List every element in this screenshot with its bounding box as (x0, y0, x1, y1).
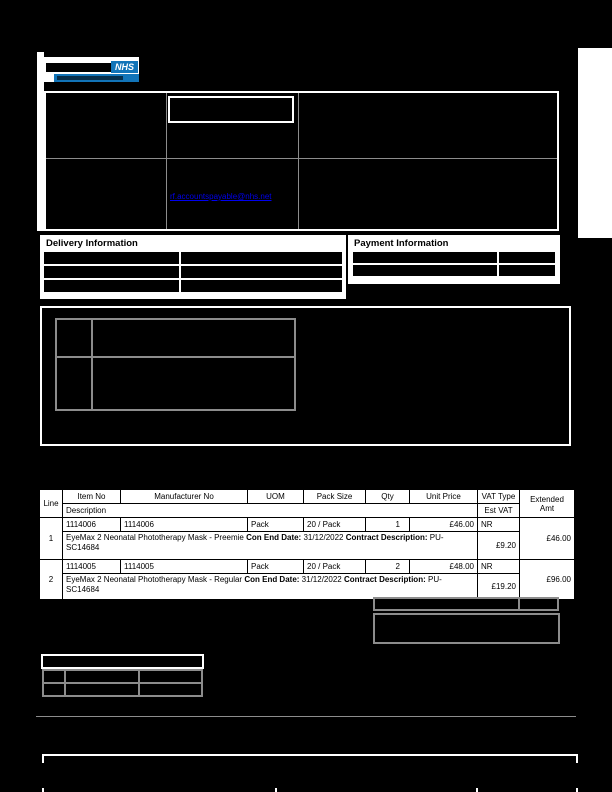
redacted-cell (44, 280, 179, 292)
line-items-table (39, 489, 575, 600)
col-header-pack-size: Pack Size (304, 490, 366, 504)
table-row (40, 574, 575, 600)
footer-table-edge (42, 788, 44, 792)
col-header-vat-type: VAT Type (478, 490, 520, 504)
cell-item-no: 1114006 (63, 518, 121, 532)
totals-total-box (373, 613, 560, 644)
cell-vat-type: NR (478, 518, 520, 532)
redacted-cell (181, 252, 342, 264)
header-table-divider (46, 158, 557, 159)
col-header-unit-price: Unit Price (410, 490, 478, 504)
table-row (40, 560, 575, 574)
payment-information-table (353, 252, 555, 276)
footer-rule (36, 716, 576, 717)
cell-line: 1 (40, 518, 63, 560)
cell-item-no: 1114005 (63, 560, 121, 574)
delivery-information-table (44, 252, 342, 292)
delivery-information-title: Delivery Information (46, 238, 138, 249)
cell-unit-price: £46.00 (410, 518, 478, 532)
cell-pack-size: 20 / Pack (304, 560, 366, 574)
authorisation-table (42, 669, 203, 697)
redacted-cell (140, 684, 201, 695)
redacted-cell (499, 265, 555, 276)
footer-table-edge (576, 788, 578, 792)
payment-information-title: Payment Information (354, 238, 449, 249)
redacted-cell (57, 358, 91, 409)
totals-subtotal-box (373, 597, 559, 611)
cell-description: EyeMax 2 Neonatal Phototherapy Mask - Preemie Con End Date: 31/12/2022 Contract Description: PU-SC14684 (63, 532, 478, 560)
cell-extended-amt: £46.00 (520, 518, 575, 560)
accounts-email-link[interactable]: rf.accountspayable@nhs.net (170, 192, 272, 201)
redacted-cell (66, 684, 138, 695)
col-header-est-vat: Est VAT (478, 504, 520, 518)
redacted-cell (44, 252, 179, 264)
footer-box-top-border (42, 754, 578, 756)
table-row (40, 532, 575, 560)
header-table-divider (166, 93, 167, 229)
nhs-logo-subtitle-strip (54, 74, 139, 82)
address-table (55, 318, 296, 411)
table-row (40, 518, 575, 532)
po-number-box (168, 96, 294, 123)
redacted-cell (181, 280, 342, 292)
col-header-extended-amt: Extended Amt (520, 490, 575, 518)
totals-divider (518, 599, 520, 609)
authorisation-header-box (41, 654, 204, 669)
cell-manufacturer-no: 1114005 (121, 560, 248, 574)
col-header-item-no: Item No (63, 490, 121, 504)
redacted-cell (44, 266, 179, 278)
cell-qty: 1 (366, 518, 410, 532)
redacted-cell (93, 358, 294, 409)
cell-manufacturer-no: 1114006 (121, 518, 248, 532)
col-header-manufacturer-no: Manufacturer No (121, 490, 248, 504)
redacted-cell (353, 252, 497, 263)
redacted-cell (66, 671, 138, 682)
delivery-information-panel (40, 235, 346, 299)
col-header-line: Line (40, 490, 63, 518)
cell-uom: Pack (248, 560, 304, 574)
redacted-cell (57, 320, 91, 356)
payment-information-panel (348, 235, 560, 284)
cell-description: EyeMax 2 Neonatal Phototherapy Mask - Regular Con End Date: 31/12/2022 Contract Description: PU-SC14684 (63, 574, 478, 600)
col-header-description: Description (63, 504, 478, 518)
footer-box-corner (576, 754, 578, 763)
redacted-cell (140, 671, 201, 682)
redacted-cell (44, 684, 64, 695)
redacted-trust-name (46, 63, 111, 72)
nhs-logo-icon (111, 61, 138, 73)
col-header-qty: Qty (366, 490, 410, 504)
order-header-table (44, 91, 559, 231)
cell-pack-size: 20 / Pack (304, 518, 366, 532)
redacted-cell (353, 265, 497, 276)
nhs-logo-text: NHS (114, 62, 134, 72)
cell-est-vat: £19.20 (478, 574, 520, 600)
footer-table-edge (275, 788, 277, 792)
header-table-divider (298, 93, 299, 229)
cell-unit-price: £48.00 (410, 560, 478, 574)
cell-uom: Pack (248, 518, 304, 532)
redacted-cell (44, 671, 64, 682)
cell-line: 2 (40, 560, 63, 600)
col-header-uom: UOM (248, 490, 304, 504)
cell-est-vat: £9.20 (478, 532, 520, 560)
redacted-cell (499, 252, 555, 263)
cell-extended-amt: £96.00 (520, 560, 575, 600)
redacted-cell (93, 320, 294, 356)
cell-qty: 2 (366, 560, 410, 574)
redacted-cell (181, 266, 342, 278)
cell-vat-type: NR (478, 560, 520, 574)
nhs-logo (43, 57, 139, 82)
right-margin-strip (578, 48, 612, 238)
redacted-subtitle (57, 76, 123, 80)
footer-table-edge (476, 788, 478, 792)
footer-box-corner (42, 754, 44, 763)
